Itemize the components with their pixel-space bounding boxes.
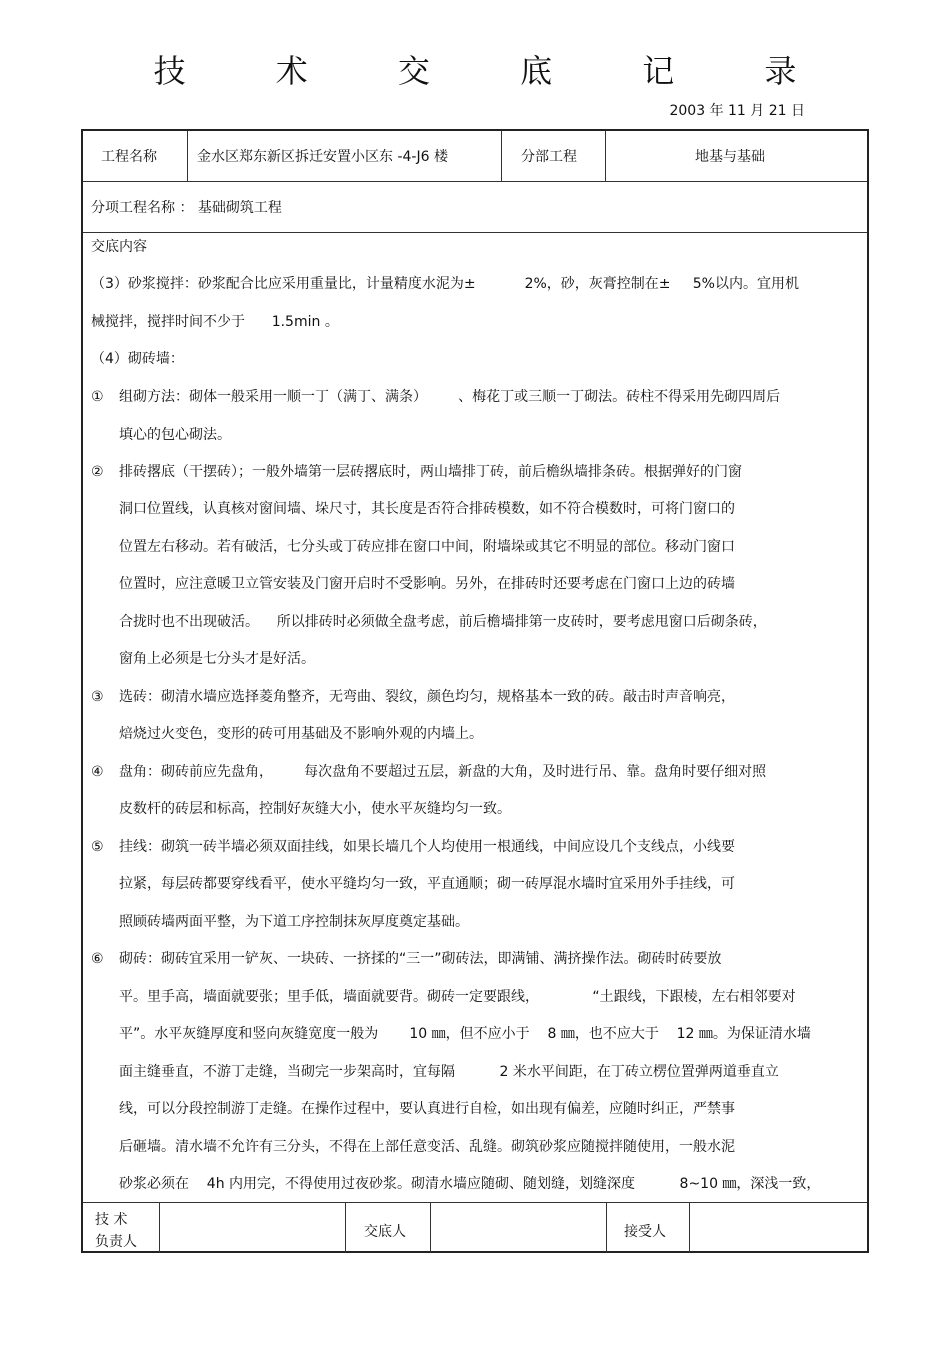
col-divider <box>345 1202 346 1253</box>
item-line: 照顾砖墙两面平整，为下道工序控制抹灰厚度奠定基础。 <box>119 914 469 930</box>
item-line: 排砖撂底（干摆砖）；一般外墙第一层砖撂底时，两山墙排丁砖，前后檐纵墙排条砖。根据弹好的门窗 <box>119 464 742 480</box>
item-number: ② <box>91 464 104 480</box>
row-divider <box>83 1202 867 1203</box>
item-line: 组砌方法：砌体一般采用一顺一丁（满丁、满条） 、梅花丁或三顺一丁砌法。砖柱不得采用先砌四周后 <box>119 389 781 405</box>
item-line: 砌砖：砌砖宜采用一铲灰、一块砖、一挤揉的“三一”砌砖法，即满铺、满挤操作法。砌砖时砖要放 <box>119 951 722 967</box>
item-line: 砂浆必须在 4h 内用完，不得使用过夜砂浆。砌清水墙应随砌、随划缝，划缝深度 8~10 ㎜，深浅一致， <box>119 1176 821 1192</box>
content-paragraph: 械搅拌，搅拌时间不少于 1.5min 。 <box>91 314 339 330</box>
item-line: 焙烧过火变色，变形的砖可用基础及不影响外观的内墙上。 <box>119 726 483 742</box>
item-line: 位置时，应注意暖卫立管安装及门窗开启时不受影响。另外，在排砖时还要考虑在门窗口上边的砖墙 <box>119 576 735 592</box>
row-divider <box>83 181 867 182</box>
col-divider <box>606 1202 607 1253</box>
item-number: ① <box>91 389 104 405</box>
content-paragraph: （3）砂浆搅拌：砂浆配合比应采用重量比，计量精度水泥为± 2%，砂，灰膏控制在± 5%以内。宜用机 <box>91 276 799 292</box>
tech-lead-label-2: 负责人 <box>95 1234 137 1250</box>
item-number: ⑥ <box>91 951 104 967</box>
item-line: 后砸墙。清水墙不允许有三分头，不得在上部任意变活、乱缝。砌筑砂浆应随搅拌随使用，一般水泥 <box>119 1139 735 1155</box>
item-line: 平。里手高，墙面就要张；里手低，墙面就要背。砌砖一定要跟线， “土跟线，下跟棱，左右相邻要对 <box>119 989 796 1005</box>
item-line: 合拢时也不出现破活。 所以排砖时必须做全盘考虑，前后檐墙排第一皮砖时，要考虑甩窗口后砌条砖， <box>119 614 767 630</box>
item-number: ③ <box>91 689 104 705</box>
division-value: 地基与基础 <box>695 149 765 165</box>
content-heading: 交底内容 <box>91 239 147 255</box>
item-line: 选砖：砌清水墙应选择菱角整齐，无弯曲、裂纹，颜色均匀，规格基本一致的砖。敲击时声音响亮， <box>119 689 735 705</box>
subitem-name: 分项工程名称 ： 基础砌筑工程 <box>91 200 282 216</box>
item-line: 挂线：砌筑一砖半墙必须双面挂线，如果长墙几个人均使用一根通线，中间应设几个支线点，小线要 <box>119 839 735 855</box>
col-divider <box>187 131 188 181</box>
tech-lead-label: 技 术 <box>95 1212 128 1228</box>
item-line: 面主缝垂直，不游丁走缝，当砌完一步架高时，宜每隔 2 米水平间距，在丁砖立楞位置弹两道垂直立 <box>119 1064 779 1080</box>
item-line: 填心的包心砌法。 <box>119 427 231 443</box>
item-line: 位置左右移动。若有破活，七分头或丁砖应排在窗口中间，附墙垛或其它不明显的部位。移动门窗口 <box>119 539 735 555</box>
col-divider <box>501 131 502 181</box>
row-divider <box>83 232 867 233</box>
page-title: 技 术 交 底 记 录 <box>153 52 837 90</box>
record-table <box>81 129 869 1253</box>
item-line: 平”。水平灰缝厚度和竖向灰缝宽度一般为 10 ㎜，但不应小于 8 ㎜，也不应大于 12 ㎜。为保证清水墙 <box>119 1026 811 1042</box>
col-divider <box>159 1202 160 1253</box>
item-line: 洞口位置线，认真核对窗间墙、垛尺寸，其长度是否符合排砖模数，如不符合模数时，可将门窗口的 <box>119 501 735 517</box>
item-line: 窗角上必须是七分头才是好活。 <box>119 651 315 667</box>
item-line: 盘角：砌砖前应先盘角， 每次盘角不要超过五层，新盘的大角，及时进行吊、靠。盘角时要仔细对照 <box>119 764 767 780</box>
project-name-value: 金水区郑东新区拆迁安置小区东 -4-J6 楼 <box>197 149 448 165</box>
project-name-label: 工程名称 <box>101 149 157 165</box>
handover-person-label: 交底人 <box>364 1224 406 1240</box>
record-date: 2003 年 11 月 21 日 <box>669 103 805 119</box>
item-line: 拉紧，每层砖都要穿线看平，使水平缝均匀一致，平直通顺；砌一砖厚混水墙时宜采用外手挂线，可 <box>119 876 735 892</box>
item-line: 线，可以分段控制游丁走缝。在操作过程中，要认真进行自检，如出现有偏差，应随时纠正，严禁事 <box>119 1101 735 1117</box>
item-number: ④ <box>91 764 104 780</box>
col-divider <box>605 131 606 181</box>
col-divider <box>689 1202 690 1253</box>
col-divider <box>430 1202 431 1253</box>
receiver-label: 接受人 <box>624 1224 666 1240</box>
content-paragraph: （4）砌砖墙： <box>91 351 184 367</box>
item-number: ⑤ <box>91 839 104 855</box>
division-label: 分部工程 <box>521 149 577 165</box>
item-line: 皮数杆的砖层和标高，控制好灰缝大小，使水平灰缝均匀一致。 <box>119 801 511 817</box>
